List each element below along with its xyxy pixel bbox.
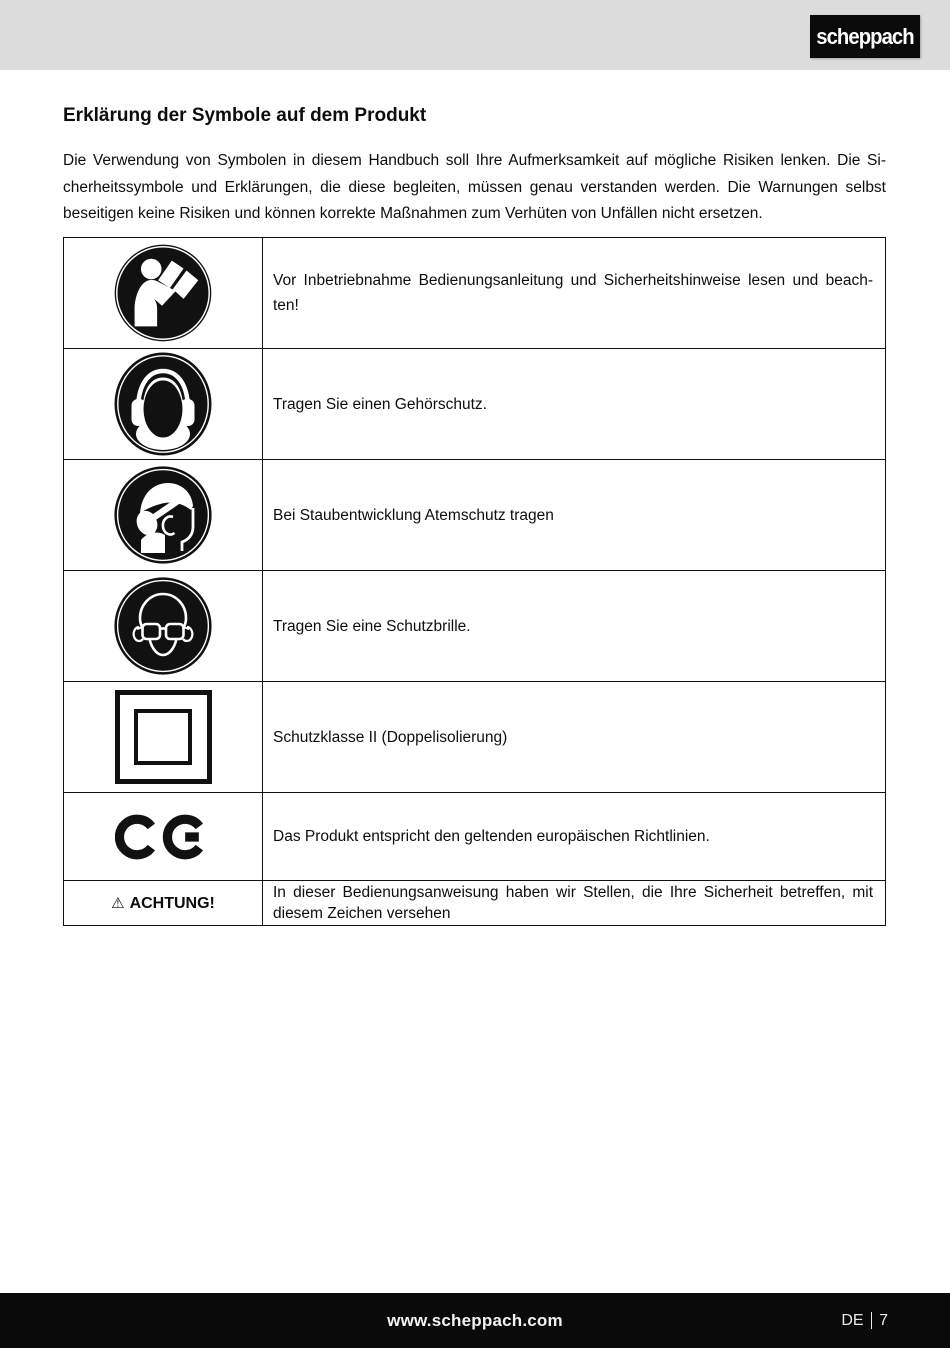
text-line: Das Produkt entspricht den geltenden europäischen Richtlinien. bbox=[273, 828, 710, 845]
symbol-description bbox=[263, 238, 885, 348]
symbol-description bbox=[263, 682, 885, 792]
symbol-cell bbox=[64, 682, 263, 792]
symbol-cell bbox=[64, 793, 263, 880]
logo-text: scheppach bbox=[816, 23, 914, 49]
symbol-cell bbox=[64, 460, 263, 570]
warning-triangle-icon: ⚠ bbox=[111, 894, 125, 912]
text-line: Schutzklasse II (Doppelisolierung) bbox=[273, 728, 508, 746]
page-number: 7 bbox=[879, 1311, 888, 1329]
text-line: In dieser Bedienungsanweisung haben wir Stellen, die Ihre Sicherheit betreffen, mit bbox=[273, 884, 873, 901]
table-row bbox=[64, 681, 885, 792]
symbol-cell bbox=[64, 571, 263, 681]
symbol-description bbox=[263, 460, 885, 570]
text-line: Tragen Sie eine Schutzbrille. bbox=[273, 617, 471, 635]
symbol-description bbox=[263, 793, 885, 880]
text-line: diesem Zeichen versehen bbox=[273, 905, 451, 922]
safety-glasses-icon bbox=[113, 576, 213, 676]
footer-band bbox=[0, 1293, 950, 1348]
language-code: DE bbox=[841, 1311, 864, 1329]
symbols-table bbox=[63, 237, 886, 926]
symbol-description bbox=[263, 881, 885, 925]
symbol-cell bbox=[64, 349, 263, 459]
symbol-description bbox=[263, 571, 885, 681]
table-row bbox=[64, 348, 885, 459]
symbol-cell bbox=[64, 238, 263, 348]
page-indicator bbox=[841, 1293, 888, 1348]
attention-label: ⚠ ACHTUNG! bbox=[111, 894, 215, 912]
text-line: Die Verwendung von Symbolen in diesem Handbuch soll Ihre Aufmerksamkeit auf mögliche Risiken lenken. Die Si- bbox=[63, 152, 886, 169]
table-row bbox=[64, 880, 885, 925]
text-line: Tragen Sie einen Gehörschutz. bbox=[273, 395, 487, 413]
scheppach-logo bbox=[810, 15, 920, 58]
footer-url: www.scheppach.com bbox=[387, 1310, 563, 1330]
symbol-cell bbox=[64, 881, 263, 925]
text-line: ten! bbox=[273, 297, 299, 314]
header-band bbox=[0, 0, 950, 70]
table-row bbox=[64, 238, 885, 348]
table-row bbox=[64, 459, 885, 570]
table-row bbox=[64, 570, 885, 681]
double-insulation-icon bbox=[115, 690, 212, 784]
ear-protection-icon bbox=[113, 351, 213, 457]
text-line: Bei Staubentwicklung Atemschutz tragen bbox=[273, 506, 554, 524]
intro-paragraph bbox=[63, 148, 886, 228]
ce-mark-icon bbox=[115, 811, 211, 863]
text-line: Vor Inbetriebnahme Bedienungsanleitung und Sicherheitshinweise lesen und beach- bbox=[273, 272, 873, 289]
read-manual-icon bbox=[114, 244, 212, 342]
separator bbox=[871, 1312, 873, 1329]
text-line: cherheitssymbole und Erklärungen, die diese begleiten, müssen genau verstanden werden. Die Warnungen selbst bbox=[63, 178, 886, 196]
symbol-description bbox=[263, 349, 885, 459]
text-line: beseitigen keine Risiken und können korrekte Maßnahmen zum Verhüten von Unfällen nicht ersetzen. bbox=[63, 205, 763, 222]
table-row bbox=[64, 792, 885, 880]
page-title: Erklärung der Symbole auf dem Produkt bbox=[63, 105, 427, 126]
respirator-icon bbox=[113, 465, 213, 565]
